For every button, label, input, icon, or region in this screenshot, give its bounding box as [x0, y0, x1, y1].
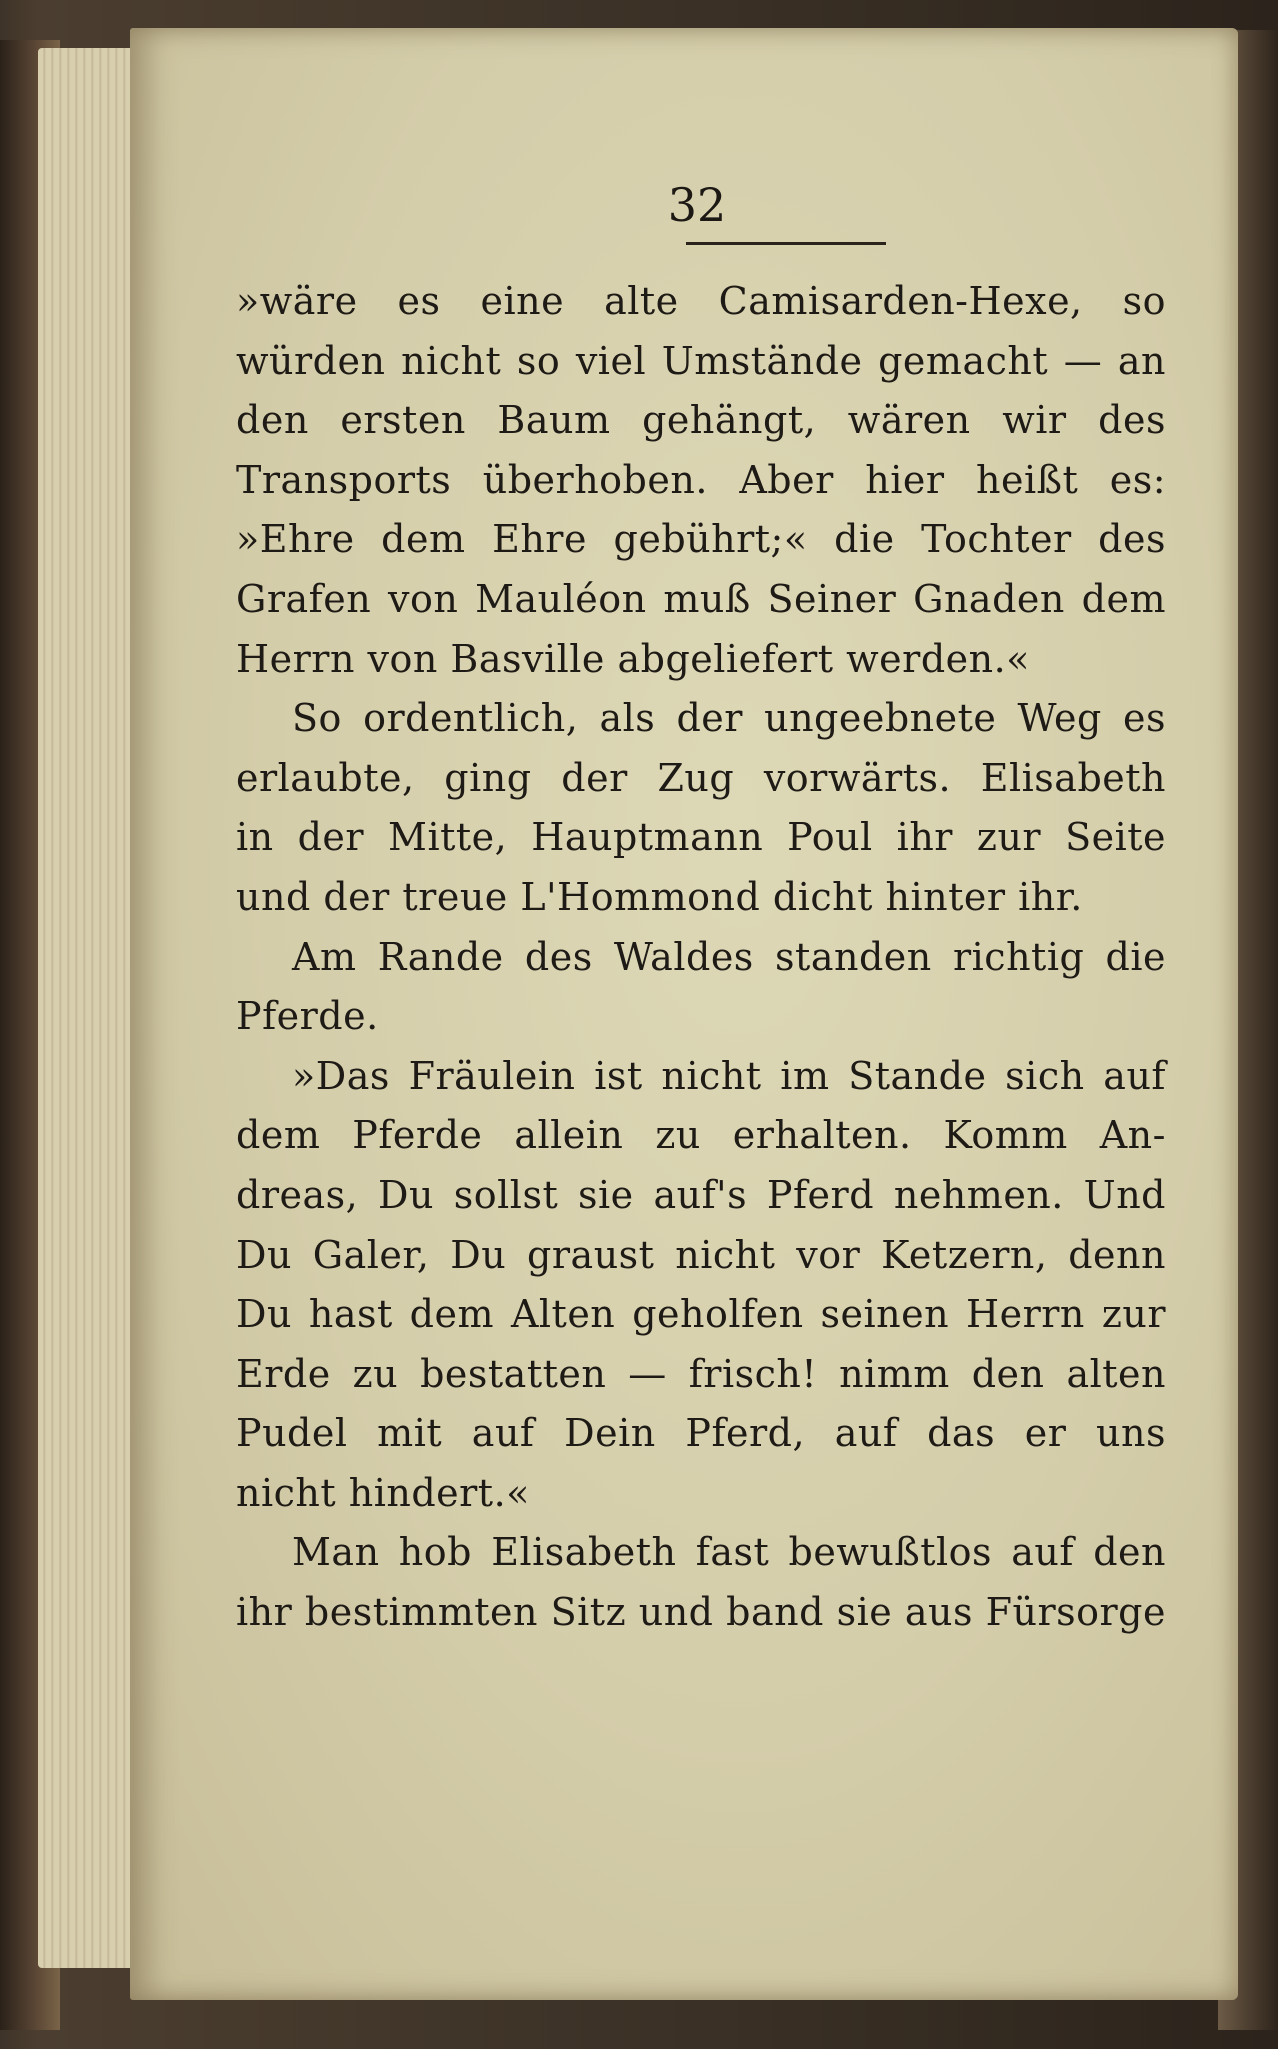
text-line: den ersten Baum gehängt, wären wir des — [236, 398, 1166, 443]
text-line: dem Pferde allein zu erhalten. Komm An- — [236, 1113, 1166, 1158]
text-line: nicht hindert.« — [236, 1470, 530, 1515]
text-line: Am Rande des Waldes standen richtig die — [292, 934, 1166, 979]
text-line: »Das Fräulein ist nicht im Stande sich auf — [292, 1053, 1166, 1098]
page-number: 32 — [667, 178, 727, 232]
text-line: Pudel mit auf Dein Pferd, auf das er uns — [236, 1411, 1166, 1456]
text-line: Pferde. — [236, 994, 379, 1039]
text-line: Transports überhoben. Aber hier heißt es: — [236, 457, 1166, 502]
text-line: »Ehre dem Ehre gebührt;« die Tochter des — [236, 517, 1166, 562]
text-line: »wäre es eine alte Camisarden-Hexe, so — [236, 279, 1166, 323]
text-line: und der treue L'Hommond dicht hinter ihr. — [236, 874, 1083, 919]
text-line: erlaubte, ging der Zug vorwärts. Elisabeth — [236, 755, 1166, 800]
text-line: in der Mitte, Hauptmann Poul ihr zur Seite — [236, 815, 1166, 860]
text-line: Du Galer, Du graust nicht vor Ketzern, denn — [236, 1232, 1166, 1277]
text-line: Du hast dem Alten geholfen seinen Herrn zur — [236, 1292, 1166, 1337]
text-line: ihr bestimmten Sitz und band sie aus Fürsorge — [236, 1590, 1166, 1635]
text-line: Erde zu bestatten — frisch! nimm den alten — [236, 1351, 1166, 1396]
text-line: Grafen von Mauléon muß Seiner Gnaden dem — [236, 576, 1166, 621]
page-body-text — [236, 272, 1166, 1643]
text-line: dreas, Du sollst sie auf's Pferd nehmen. Und — [236, 1172, 1166, 1217]
text-line: Man hob Elisabeth fast bewußtlos auf den — [292, 1530, 1166, 1575]
text-line: würden nicht so viel Umstände gemacht — an — [236, 338, 1166, 383]
text-line: So ordentlich, als der ungeebnete Weg es — [292, 696, 1166, 741]
text-line: Herrn von Basville abgeliefert werden.« — [236, 636, 1030, 681]
header-rule — [686, 242, 886, 245]
